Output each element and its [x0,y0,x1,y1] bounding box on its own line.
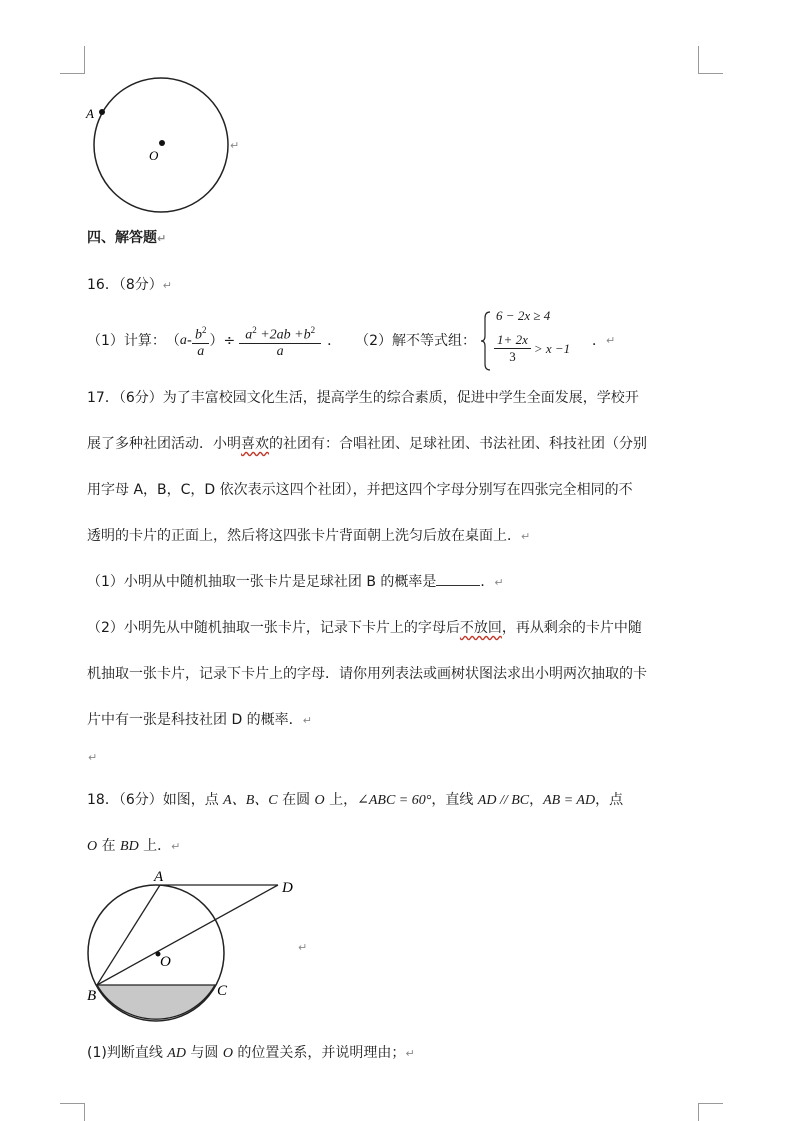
q18-line-1: 18．（6分）如图，点 A、B、C 在圆 O 上，∠ABC = 60°，直线 AD // BC，AB = AD，点 [87,792,624,808]
label-a: A [154,869,164,885]
shaded-segment [97,985,215,1019]
line-bd [97,885,278,985]
paragraph-mark: ↵ [521,530,531,543]
line-ab [97,885,160,985]
q17-line-1: 17．（6分）为了丰富校园文化生活，提高学生的综合素质，促进中学生全面发展，学校开 [87,390,639,406]
label-o: O [149,148,159,163]
paragraph-mark: ↵ [171,840,181,853]
paragraph-mark: ↵ [298,941,308,954]
left-brace [480,310,492,372]
q16-part2-label: （2）解不等式组： [355,333,477,349]
crop-mark-top-left [60,46,85,74]
paragraph-mark: ↵ [606,334,616,347]
point-a-dot [99,109,105,115]
q16-part1-label: （1）计算： [87,333,166,349]
q17-line-4: 透明的卡片的正面上，然后将这四张卡片背面朝上洗匀后放在桌面上．↵ [87,528,531,544]
q18-part-1: (1)判断直线 AD 与圆 O 的位置关系，并说明理由；↵ [87,1045,415,1061]
label-a: A [86,106,94,121]
q16-header: 16．（8分）↵ [87,277,172,293]
paragraph-mark-empty-line: ↵ [88,751,98,764]
paragraph-mark: ↵ [494,576,504,589]
fraction-big: $\frac{a^2 +2ab +b^2}{a}$ [239,322,321,361]
label-d: D [282,880,293,896]
q17-part-1: （1）小明从中随机抽取一张卡片是足球社团 B 的概率是 ．↵ [87,574,504,590]
answer-blank[interactable] [436,573,480,586]
q17-part-2-line-2: 机抽取一张卡片，记录下卡片上的字母．请你用列表法或画树状图法求出小明两次抽取的卡 [87,666,647,682]
q16-part1: （1）计算： （ a - $\frac{b^2}{a}$ ）÷ $\frac{a^2 +2ab +b^2}{a}$ ． （2）解不等式组： 6 − 2x ≥ 4 $\frac{1+ 2x}{3}$ > x −1 ． ↵ [87,320,615,362]
q17-part-2-line-3: 片中有一张是科技社团 D 的概率．↵ [87,712,312,728]
crop-mark-bottom-right [698,1103,723,1121]
q17-line-3: 用字母 A，B，C，D 依次表示这四个社团），并把这四个字母分别写在四张完全相同的不 [87,482,633,498]
q18-line-2: O 在 BD 上．↵ [87,838,181,854]
fraction-b2-over-a: $\frac{b^2}{a}$ [192,322,210,361]
paragraph-mark: ↵ [230,139,240,152]
figure-circle-a-o [80,72,250,217]
paragraph-mark: ↵ [405,1047,415,1060]
paragraph-mark: ↵ [162,279,172,292]
label-b: B [87,988,97,1004]
q17-part-2-line-1: （2）小明先从中随机抽取一张卡片，记录下卡片上的字母后不放回，再从剩余的卡片中随 [87,620,642,636]
crop-mark-top-right [698,46,723,74]
inequality-system [480,310,590,372]
center-o-dot [159,140,165,146]
inequality-2: $\frac{1+ 2x}{3}$ > x −1 [494,332,570,365]
label-o: O [160,954,171,970]
paragraph-mark: ↵ [302,714,312,727]
q17-line-2: 展了多种社团活动．小明喜欢的社团有：合唱社团、足球社团、书法社团、科技社团（分别 [87,436,647,452]
inequality-1: 6 − 2x ≥ 4 [496,308,551,323]
paragraph-mark: ↵ [157,232,167,245]
crop-mark-bottom-left [60,1103,85,1121]
label-c: C [217,983,228,999]
figure-q18-geometry [82,868,302,1028]
section-title: 四、解答题↵ [87,230,167,246]
